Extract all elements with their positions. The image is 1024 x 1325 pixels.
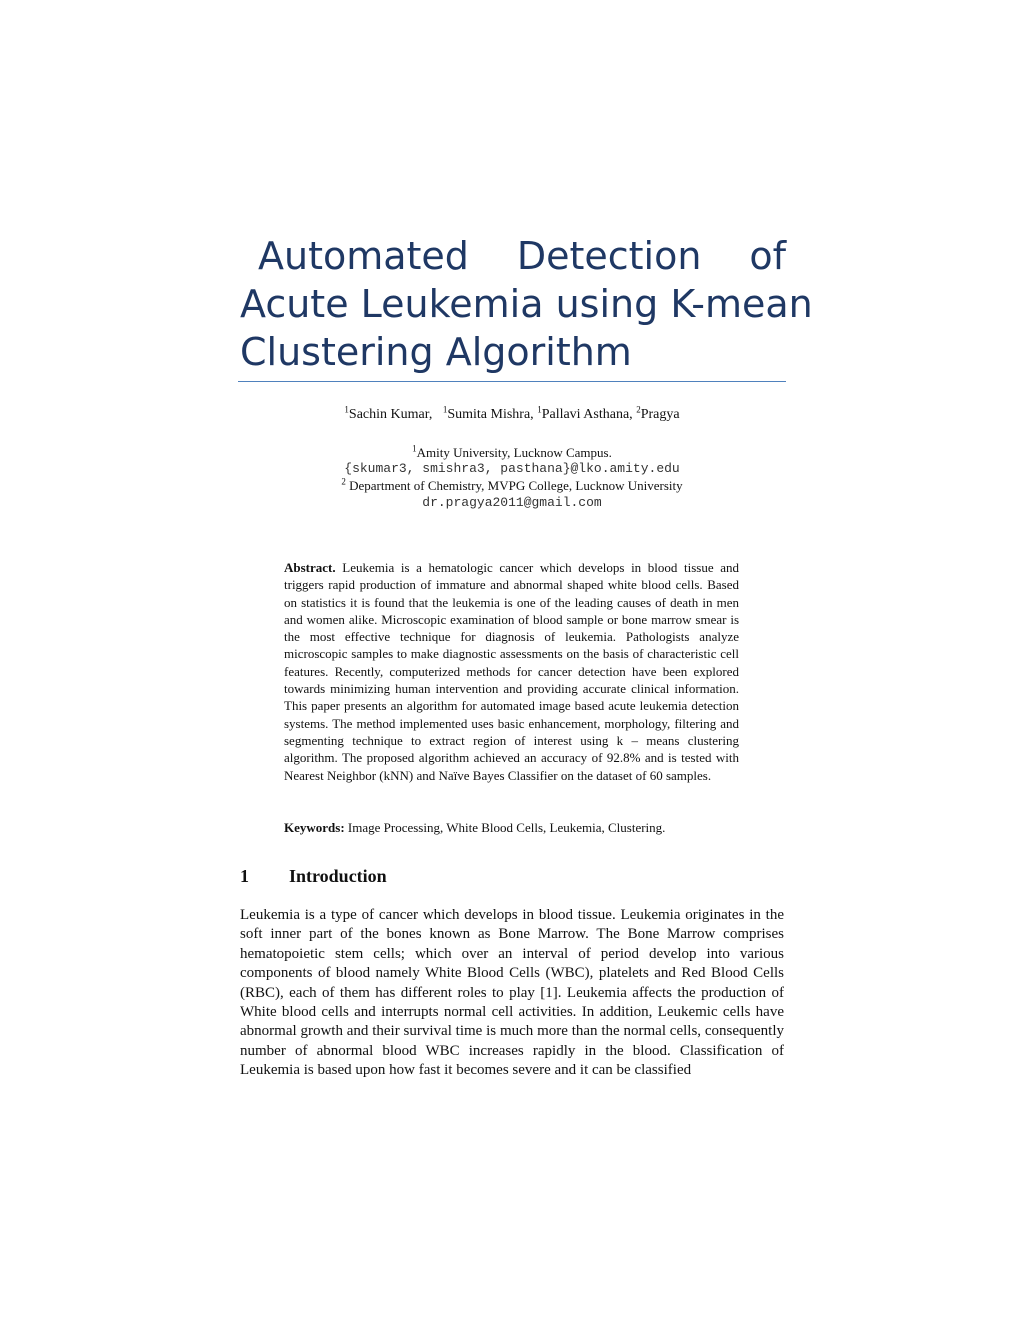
author-affil-mark: 1 xyxy=(442,404,448,415)
affil-text: Amity University, Lucknow Campus. xyxy=(416,445,612,460)
email-2: dr.pragya2011@gmail.com xyxy=(422,495,602,510)
author-affil-mark: 1 xyxy=(537,404,542,415)
author-name: Pragya xyxy=(640,407,680,422)
title-line-1 xyxy=(240,232,786,280)
affil-mark: 1 xyxy=(412,443,417,454)
section-title: Introduction xyxy=(289,866,387,886)
paper-title xyxy=(240,232,813,376)
abstract-label: Abstract. xyxy=(284,560,336,575)
abstract-text: Leukemia is a hematologic cancer which develops in blood tissue and triggers rapid production of immature and abnormal shaped white blood cells. Based on statistics it is found that the leukemia is one of the leading causes of death in men and women alike. Microscopic examination of blood sample or bone marrow smear is the most effective technique for diagnosis of leukemia. Pathologists analyze microscopic samples to make diagnostic assessments on the basis of characteristic cell features. Recently, computerized methods for cancer detection have been explored towards minimizing human intervention and providing accurate clinical information. This paper presents an algorithm for automated image based acute leukemia detection systems. The method implemented uses basic enhancement, morphology, filtering and segmenting technique to extract region of interest using k – means clustering algorithm. The proposed algorithm achieved an accuracy of 92.8% and is tested with Nearest Neighbor (kNN) and Naïve Bayes Classifier on the dataset of 60 samples. xyxy=(284,560,739,783)
author-list xyxy=(0,404,1024,423)
affiliation-2 xyxy=(0,478,1024,494)
author-name: Pallavi Asthana, xyxy=(541,407,633,422)
keywords xyxy=(284,819,739,836)
title-word: Detection xyxy=(516,234,702,278)
author-name: Sachin Kumar, xyxy=(348,407,433,422)
author-name: Sumita Mishra, xyxy=(447,407,534,422)
affil-text: Department of Chemistry, MVPG College, Lucknow University xyxy=(345,478,683,493)
author-affil-mark: 2 xyxy=(636,404,641,415)
keywords-text: Image Processing, White Blood Cells, Leukemia, Clustering. xyxy=(344,820,666,835)
abstract xyxy=(284,559,739,784)
title-word: Automated xyxy=(258,234,469,278)
author-affil-mark: 1 xyxy=(344,404,349,415)
keywords-label: Keywords: xyxy=(284,820,345,835)
title-line-3: Clustering Algorithm xyxy=(240,330,632,374)
title-underline xyxy=(238,381,786,382)
introduction-paragraph: Leukemia is a type of cancer which develops in blood tissue. Leukemia originates in the soft inner part of the bones known as Bone Marrow. The Bone Marrow comprises hematopoietic stem cells; which over an interval of period develop into various components of blood namely White Blood Cells (WBC), platelets and Red Blood Cells (RBC), each of them has different roles to play [1]. Leukemia affects the production of White blood cells and interrupts normal cell activities. In addition, Leukemic cells have abnormal growth and their survival time is much more than the normal cells, consequently number of abnormal blood WBC increases rapidly in the blood. Classification of Leukemia is based upon how fast it becomes severe and it can be classified xyxy=(240,907,784,1079)
affiliation-1 xyxy=(0,445,1024,461)
section-number: 1 xyxy=(240,866,249,886)
affil-mark: 2 xyxy=(341,476,346,487)
title-word: of xyxy=(749,234,786,278)
section-heading xyxy=(240,866,387,887)
title-line-2: Acute Leukemia using K-mean xyxy=(240,282,813,326)
email-1: {skumar3, smishra3, pasthana}@lko.amity.edu xyxy=(344,461,680,476)
